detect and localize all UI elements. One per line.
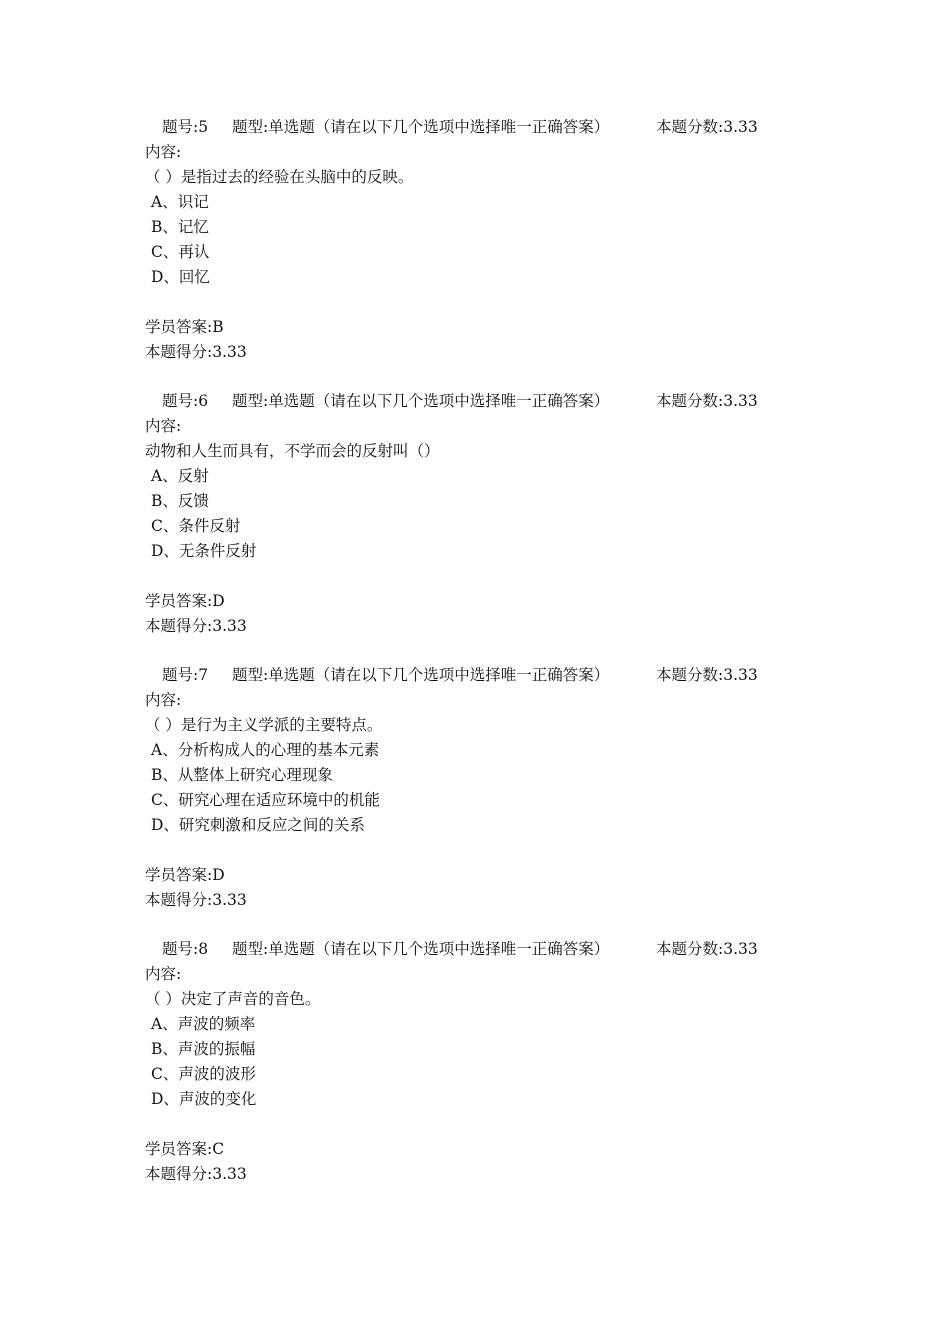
question-type: 题型:单选题（请在以下几个选项中选择唯一正确答案） [232, 940, 610, 958]
option-c: C、条件反射 [151, 517, 241, 535]
question-header [145, 115, 785, 140]
question-block [145, 663, 785, 913]
question-header [145, 937, 785, 962]
option-b: B、反馈 [151, 492, 209, 510]
question-points: 本题分数:3.33 [656, 118, 758, 136]
option-d: D、声波的变化 [151, 1090, 257, 1108]
question-points: 本题分数:3.33 [656, 940, 758, 958]
option-c: C、再认 [151, 243, 210, 261]
question-score: 本题得分:3.33 [145, 1165, 247, 1183]
spacer [145, 838, 785, 863]
option-a: A、分析构成人的心理的基本元素 [151, 741, 380, 759]
question-header [145, 663, 785, 688]
question-number: 题号:7 [162, 666, 209, 684]
question-type: 题型:单选题（请在以下几个选项中选择唯一正确答案） [232, 118, 610, 136]
content-label: 内容: [145, 417, 182, 435]
question-block [145, 389, 785, 639]
question-number: 题号:5 [162, 118, 209, 136]
option-d: D、回忆 [151, 268, 210, 286]
question-points: 本题分数:3.33 [656, 392, 758, 410]
question-stem: （ ）是指过去的经验在头脑中的反映。 [145, 168, 414, 186]
content-label: 内容: [145, 691, 182, 709]
question-block [145, 115, 785, 365]
question-header [145, 389, 785, 414]
option-d: D、研究刺激和反应之间的关系 [151, 816, 365, 834]
question-stem: 动物和人生而具有，不学而会的反射叫（） [145, 442, 440, 460]
option-a: A、反射 [151, 467, 209, 485]
student-answer: 学员答案:D [145, 592, 225, 610]
question-points: 本题分数:3.33 [656, 666, 758, 684]
content-label: 内容: [145, 965, 182, 983]
option-c: C、研究心理在适应环境中的机能 [151, 791, 380, 809]
question-type: 题型:单选题（请在以下几个选项中选择唯一正确答案） [232, 392, 610, 410]
spacer [145, 564, 785, 589]
option-a: A、识记 [151, 193, 209, 211]
spacer [145, 290, 785, 315]
question-score: 本题得分:3.33 [145, 891, 247, 909]
option-a: A、声波的频率 [151, 1015, 256, 1033]
question-type: 题型:单选题（请在以下几个选项中选择唯一正确答案） [232, 666, 610, 684]
option-b: B、声波的振幅 [151, 1040, 256, 1058]
question-stem: （ ）是行为主义学派的主要特点。 [145, 716, 383, 734]
question-stem: （ ）决定了声音的音色。 [145, 990, 321, 1008]
option-d: D、无条件反射 [151, 542, 257, 560]
student-answer: 学员答案:D [145, 866, 225, 884]
question-block [145, 937, 785, 1187]
option-b: B、记忆 [151, 218, 209, 236]
spacer [145, 1112, 785, 1137]
question-number: 题号:6 [162, 392, 209, 410]
content-label: 内容: [145, 143, 182, 161]
question-score: 本题得分:3.33 [145, 617, 247, 635]
student-answer: 学员答案:C [145, 1140, 225, 1158]
question-number: 题号:8 [162, 940, 209, 958]
option-b: B、从整体上研究心理现象 [151, 766, 333, 784]
option-c: C、声波的波形 [151, 1065, 256, 1083]
student-answer: 学员答案:B [145, 318, 224, 336]
question-score: 本题得分:3.33 [145, 343, 247, 361]
